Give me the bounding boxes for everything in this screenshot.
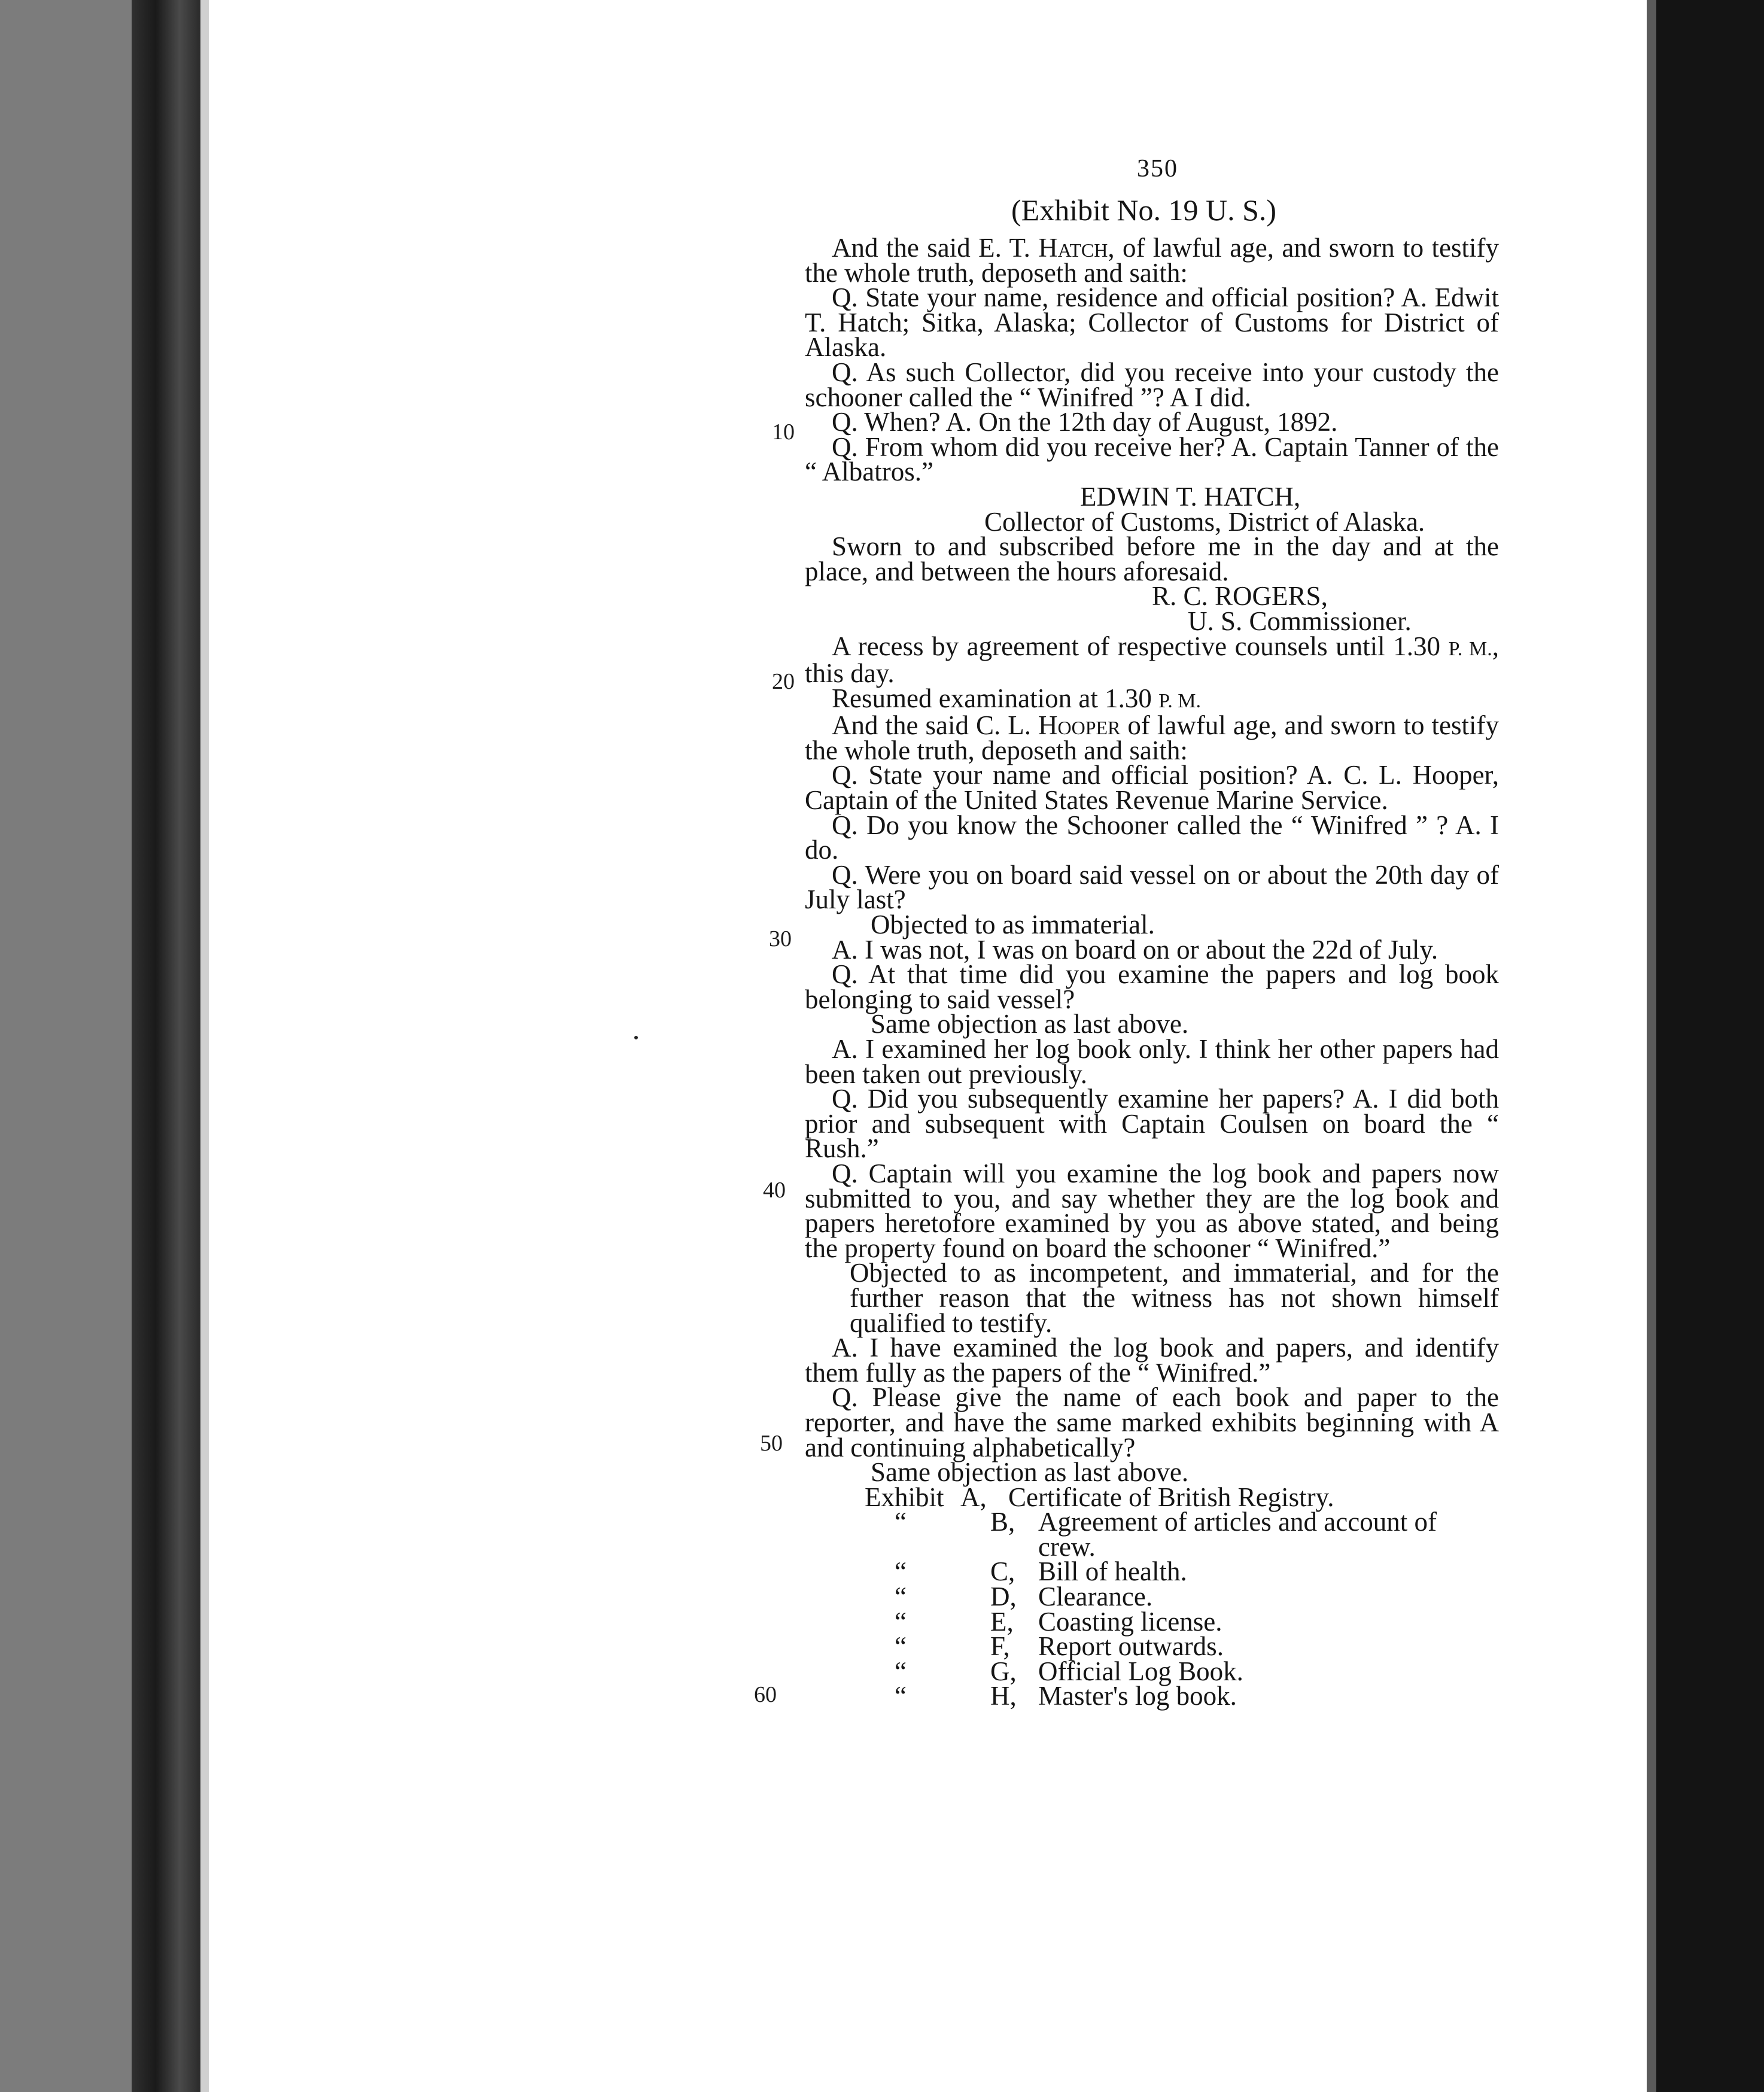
exhibit-item: “ E, Coasting license.	[895, 1606, 1222, 1637]
paragraph: Sworn to and subscribed before me in the day and at the place, and between the hours aforesaid.	[805, 531, 1499, 586]
exhibit-item: “ G, Official Log Book.	[895, 1656, 1243, 1686]
exhibit-item: “ H, Master's log book.	[895, 1681, 1237, 1711]
question-answer: Q. State your name, residence and official position? A. Edwit T. Hatch; Sitka, Alaska; Collector of Customs for District of Alaska.	[805, 282, 1499, 363]
testimony-text	[805, 233, 1500, 1711]
book-binding-right	[1656, 0, 1764, 2092]
line-number-20: 20	[772, 669, 795, 694]
line-number-40: 40	[763, 1178, 786, 1203]
book-binding-left	[0, 0, 132, 2092]
question-answer: Q. Did you subsequently examine her papers? A. I did both prior and subsequent with Captain Coulsen on board the “ Rush.”	[805, 1084, 1499, 1164]
signature-name: EDWIN T. HATCH,	[1080, 481, 1301, 512]
question-answer: A. I examined her log book only. I think her other papers had been taken out previously.	[805, 1034, 1499, 1089]
question-answer: Q. At that time did you examine the papers and log book belonging to said vessel?	[805, 959, 1499, 1014]
paragraph: And the said E. T. Hatch, of lawful age, and sworn to testify the whole truth, deposeth and saith:	[805, 233, 1499, 288]
page-edge-right	[1647, 0, 1656, 2092]
objection: Same objection as last above.	[871, 1009, 1189, 1039]
question-answer: Q. Were you on board said vessel on or about the 20th day of July last?	[805, 859, 1499, 915]
line-number-30: 30	[769, 926, 792, 951]
signature-title: Collector of Customs, District of Alaska.	[984, 506, 1425, 537]
exhibit-item: “ D, Clearance.	[895, 1582, 1153, 1612]
question-answer: Q. When? A. On the 12th day of August, 1892.	[832, 407, 1338, 437]
question-answer: Q. As such Collector, did you receive into your custody the schooner called the “ Winifred ”? A I did.	[805, 357, 1499, 412]
question-answer: Q. Do you know the Schooner called the “ Winifred ” ? A. I do.	[805, 810, 1499, 865]
exhibit-item: Exhibit A, Certificate of British Registry.	[865, 1482, 1334, 1512]
line-number-50: 50	[760, 1431, 783, 1456]
question-answer: A. I was not, I was on board on or about the 22d of July.	[832, 934, 1438, 965]
paragraph: And the said C. L. Hooper of lawful age, and sworn to testify the whole truth, deposeth and saith:	[805, 710, 1500, 765]
exhibit-title: (Exhibit No. 19 U. S.)	[1011, 193, 1277, 227]
exhibit-item: “ B, Agreement of articles and account of crew.	[895, 1507, 1437, 1562]
exhibit-item: “ C, Bill of health.	[895, 1556, 1187, 1587]
ink-speck	[634, 1036, 638, 1039]
book-spine-shadow	[132, 0, 200, 2092]
objection: Objected to as immaterial.	[871, 910, 1155, 940]
line-number-10: 10	[772, 419, 795, 445]
exhibit-item: “ F, Report outwards.	[895, 1631, 1224, 1662]
page-number: 350	[1137, 155, 1178, 183]
question-answer: A. I have examined the log book and papers, and identify them fully as the papers of the “ Winifred.”	[805, 1333, 1499, 1388]
question-answer: Q. Captain will you examine the log book and papers now submitted to you, and say whether they are the log book and papers heretofore examined by you as above stated, and being the property found on board the schooner “ Winifred.”	[805, 1158, 1499, 1263]
question-answer: Q. From whom did you receive her? A. Captain Tanner of the “ Albatros.”	[805, 431, 1499, 487]
signature-title: U. S. Commissioner.	[1188, 606, 1412, 636]
question-answer: Q. Please give the name of each book and paper to the reporter, and have the same marked exhibits beginning with A and continuing alphabetically?	[805, 1382, 1499, 1462]
paragraph: A recess by agreement of respective counsels until 1.30 P. M., this day.	[805, 631, 1500, 689]
page-edge	[200, 0, 209, 2092]
objection: Same objection as last above.	[871, 1457, 1189, 1488]
line-number-60: 60	[754, 1682, 777, 1707]
paragraph: Resumed examination at 1.30 P. M.	[832, 683, 1202, 713]
question-answer: Q. State your name and official position? A. C. L. Hooper, Captain of the United States Revenue Marine Service.	[805, 760, 1499, 816]
signature-name: R. C. ROGERS,	[1152, 581, 1328, 612]
objection: Objected to as incompetent, and immaterial, and for the further reason that the witness has not shown himself qualified to testify.	[850, 1258, 1499, 1338]
